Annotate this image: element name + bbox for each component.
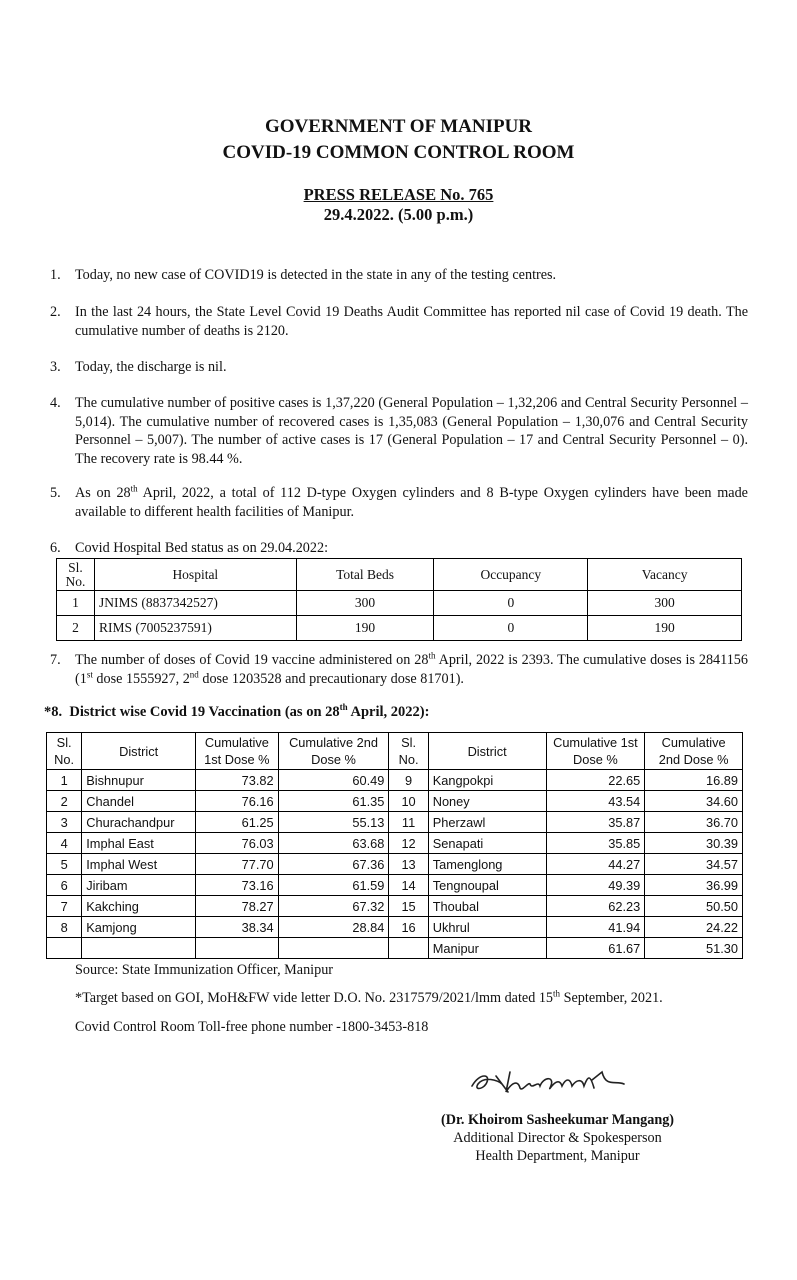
ordinal-suffix: th [428, 650, 436, 661]
table-cell: RIMS (7005237591) [94, 616, 296, 641]
vaccination-table-body [47, 770, 743, 959]
header-government: GOVERNMENT OF MANIPUR [264, 116, 533, 137]
table-cell: 63.68 [278, 833, 389, 854]
table-cell: 0 [434, 591, 588, 616]
table-cell: 300 [588, 591, 742, 616]
table-cell: 28.84 [278, 917, 389, 938]
table-cell [47, 938, 82, 959]
table-cell: Noney [428, 791, 546, 812]
table-cell: Imphal East [82, 833, 196, 854]
table-cell: JNIMS (8837342527) [94, 591, 296, 616]
table-row [47, 833, 743, 854]
table-row [47, 854, 743, 875]
table-cell: 61.59 [278, 875, 389, 896]
col-sl-no: Sl. No. [57, 559, 95, 591]
table-cell: 73.16 [196, 875, 279, 896]
col-total-beds: Total Beds [296, 559, 434, 591]
table-cell: 12 [389, 833, 428, 854]
table-cell: 22.65 [546, 770, 645, 791]
table-cell: 67.32 [278, 896, 389, 917]
item-6 [50, 539, 748, 558]
col-hospital: Hospital [94, 559, 296, 591]
table-cell: 36.70 [645, 812, 743, 833]
item-text: Today, no new case of COVID19 is detected in the state in any of the testing centres. [75, 267, 557, 283]
item-1 [50, 266, 748, 285]
table-cell: 62.23 [546, 896, 645, 917]
table-cell [278, 938, 389, 959]
table-cell: 14 [389, 875, 428, 896]
table-cell: Tamenglong [428, 854, 546, 875]
text-segment: dose 1555927, 2 [92, 670, 190, 687]
table-cell: 67.36 [278, 854, 389, 875]
table-header-row [47, 733, 743, 770]
table-cell: 2 [57, 616, 95, 641]
table-cell: 34.60 [645, 791, 743, 812]
signature-image [466, 1062, 636, 1098]
text-segment: *Target based on GOI, MoH&FW vide letter D.O. No. 2317579/2021/lmm dated 15 [75, 990, 554, 1006]
table-cell: Imphal West [82, 854, 196, 875]
table-cell: 15 [389, 896, 428, 917]
item-7 [50, 651, 748, 688]
item-text: The cumulative number of positive cases is 1,37,220 (General Population – 1,32,206 and Central Security Personnel – 5,014). The cumulative number of recovered cases is 1,35,083 (General Population – 1,30,076 and Central Security Personnel – 5,007). The number of active cases is 17 (General Population – 17 and Central Security Personnel – 0). The recovery rate is 98.44 %. [75, 395, 748, 467]
ordinal-suffix: nd [189, 668, 199, 679]
table-cell: Jiribam [82, 875, 196, 896]
table-cell: 38.34 [196, 917, 279, 938]
table-cell [196, 938, 279, 959]
table-cell: Pherzawl [428, 812, 546, 833]
table-row [47, 812, 743, 833]
table-cell: 11 [389, 812, 428, 833]
table-cell: Thoubal [428, 896, 546, 917]
col-occupancy: Occupancy [434, 559, 588, 591]
table-row [47, 875, 743, 896]
table-cell: 190 [296, 616, 434, 641]
table-row [57, 591, 742, 616]
table-cell: 73.82 [196, 770, 279, 791]
ordinal-suffix: st [86, 668, 93, 679]
table-cell: 51.30 [645, 938, 743, 959]
item-text [75, 484, 748, 521]
item-5 [50, 484, 748, 521]
text-segment: District wise Covid 19 Vaccination (as on 28 [69, 704, 340, 720]
col-second-dose: Cumulative 2nd Dose % [645, 733, 743, 770]
col-vacancy: Vacancy [588, 559, 742, 591]
table-cell: Tengnoupal [428, 875, 546, 896]
col-first-dose: Cumulative 1st Dose % [196, 733, 279, 770]
col-second-dose: Cumulative 2nd Dose % [278, 733, 389, 770]
text-segment: As on 28 [75, 485, 131, 501]
district-vaccination-table [46, 732, 743, 959]
table-cell: 16 [389, 917, 428, 938]
table-cell: 300 [296, 591, 434, 616]
ordinal-suffix: th [130, 483, 138, 494]
table-cell: 49.39 [546, 875, 645, 896]
table-cell: 6 [47, 875, 82, 896]
table-row [47, 917, 743, 938]
table-cell: 13 [389, 854, 428, 875]
signatory-name: (Dr. Khoirom Sasheekumar Mangang) [440, 1112, 675, 1128]
item-3 [50, 358, 748, 377]
text-segment: September, 2021. [560, 990, 663, 1006]
table-cell: Chandel [82, 791, 196, 812]
table-cell: 9 [389, 770, 428, 791]
table-cell: 1 [47, 770, 82, 791]
table-cell: Manipur [428, 938, 546, 959]
table-cell: 24.22 [645, 917, 743, 938]
item-text: Covid Hospital Bed status as on 29.04.2022: [75, 540, 329, 556]
table-cell: 2 [47, 791, 82, 812]
table-cell: 41.94 [546, 917, 645, 938]
text-segment: April, 2022, a total of 112 D-type Oxygen cylinders and 8 B-type Oxygen cylinders have been made available to different health facilities of Manipur. [75, 485, 748, 520]
table-cell: Churachandpur [82, 812, 196, 833]
table-cell: 16.89 [645, 770, 743, 791]
table-cell: Ukhrul [428, 917, 546, 938]
table-cell: Kangpokpi [428, 770, 546, 791]
text-segment: dose 1203528 and precautionary dose 81701). [198, 670, 464, 687]
table-cell: Bishnupur [82, 770, 196, 791]
table-cell: 76.03 [196, 833, 279, 854]
table-row [47, 896, 743, 917]
table-row [47, 770, 743, 791]
table-cell: 30.39 [645, 833, 743, 854]
source-note: Source: State Immunization Officer, Manipur [75, 962, 334, 978]
table-header-row [57, 559, 742, 591]
item-number: 3. [50, 359, 61, 375]
table-cell: 60.49 [278, 770, 389, 791]
table-cell: 10 [389, 791, 428, 812]
col-district: District [82, 733, 196, 770]
table-cell: 34.57 [645, 854, 743, 875]
table-cell [82, 938, 196, 959]
item-text: Today, the discharge is nil. [75, 359, 227, 375]
item-text [75, 651, 748, 688]
item-4 [50, 394, 748, 468]
table-cell: 8 [47, 917, 82, 938]
table-cell: 36.99 [645, 875, 743, 896]
table-cell: 1 [57, 591, 95, 616]
table-cell: Kakching [82, 896, 196, 917]
item-2 [50, 303, 748, 340]
item-number: 2. [50, 304, 61, 320]
table-cell: 4 [47, 833, 82, 854]
col-sl-no: Sl. No. [389, 733, 428, 770]
table-cell: Kamjong [82, 917, 196, 938]
table-row [47, 938, 743, 959]
item-number: 5. [50, 485, 61, 501]
signatory-department: Health Department, Manipur [475, 1148, 640, 1164]
item-number: 4. [50, 395, 61, 411]
table-cell: 7 [47, 896, 82, 917]
table-cell: 5 [47, 854, 82, 875]
table-cell: 3 [47, 812, 82, 833]
table-cell: 76.16 [196, 791, 279, 812]
item-number: 6. [50, 540, 61, 556]
table-cell: 43.54 [546, 791, 645, 812]
item-text: In the last 24 hours, the State Level Covid 19 Deaths Audit Committee has reported nil case of Covid 19 death. The cumulative number of deaths is 2120. [75, 304, 748, 339]
table-cell: 35.85 [546, 833, 645, 854]
press-release-number [0, 185, 797, 205]
table-cell: 55.13 [278, 812, 389, 833]
text-segment: April, 2022 is 2393. The cumulative doses is 2841156 (1 [75, 652, 748, 687]
table-cell: 61.67 [546, 938, 645, 959]
target-note [75, 990, 663, 1007]
press-release-date: 29.4.2022. (5.00 p.m.) [323, 205, 474, 224]
table-row [47, 791, 743, 812]
table-cell: Senapati [428, 833, 546, 854]
table-cell: 0 [434, 616, 588, 641]
hospital-bed-table [56, 558, 742, 641]
table-cell: 44.27 [546, 854, 645, 875]
section-prefix: *8. [44, 704, 63, 720]
item-number: 7. [50, 652, 61, 668]
table-row [57, 616, 742, 641]
table-cell: 78.27 [196, 896, 279, 917]
table-cell: 35.87 [546, 812, 645, 833]
text-segment: April, 2022): [347, 704, 430, 720]
tollfree-note: Covid Control Room Toll-free phone number -1800-3453-818 [75, 1019, 429, 1035]
table-cell [389, 938, 428, 959]
col-sl-no: Sl. No. [47, 733, 82, 770]
ordinal-suffix: th [553, 988, 561, 999]
table-cell: 61.35 [278, 791, 389, 812]
table-cell: 50.50 [645, 896, 743, 917]
section-8-title [44, 704, 429, 721]
signatory-designation: Additional Director & Spokesperson [453, 1130, 662, 1146]
table-cell: 77.70 [196, 854, 279, 875]
press-release-text: PRESS RELEASE No. 765 [303, 185, 494, 204]
header-control-room: COVID-19 COMMON CONTROL ROOM [222, 142, 575, 163]
text-segment: The number of doses of Covid 19 vaccine administered on 28 [75, 652, 429, 668]
item-number: 1. [50, 267, 61, 283]
col-first-dose: Cumulative 1st Dose % [546, 733, 645, 770]
table-cell: 61.25 [196, 812, 279, 833]
table-cell: 190 [588, 616, 742, 641]
ordinal-suffix: th [339, 702, 348, 713]
col-district: District [428, 733, 546, 770]
